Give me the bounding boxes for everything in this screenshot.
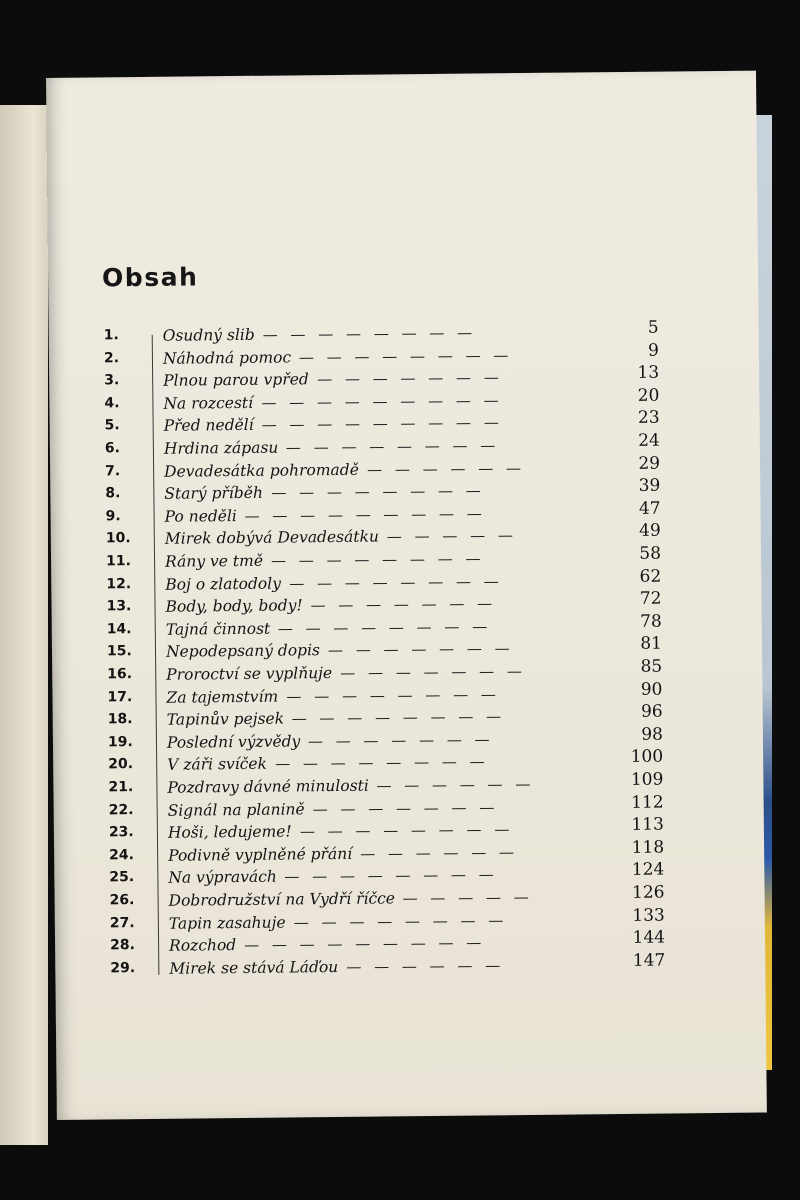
- chapter-number: 13.: [106, 598, 132, 615]
- chapter-number: 2.: [103, 349, 120, 367]
- chapter-title: Boj o zlatodoly: [165, 574, 282, 594]
- chapter-title: Starý příběh: [164, 483, 264, 503]
- dash-leader: — — — — — — — —: [275, 752, 489, 774]
- dash-leader: — — — — — —: [367, 458, 526, 479]
- chapter-title: V záři svíček: [167, 755, 268, 775]
- page-heading: Obsah: [101, 262, 199, 293]
- chapter-title: Před nedělí: [163, 416, 254, 436]
- chapter-title: Rozchod: [169, 936, 237, 955]
- chapter-title: Hoši, ledujeme!: [167, 822, 292, 842]
- chapter-number: 8.: [105, 485, 121, 502]
- page-number: 72: [639, 588, 662, 609]
- page-number: 13: [637, 362, 660, 384]
- page-number: 96: [640, 701, 663, 722]
- chapter-number: 19.: [107, 733, 133, 751]
- page-number: 90: [640, 679, 663, 700]
- page-number: 23: [637, 407, 660, 429]
- chapter-title: Tapinův pejsek: [166, 709, 285, 729]
- dash-leader: — — — — — —: [346, 956, 505, 976]
- dash-leader: — — — — — — — —: [271, 481, 485, 502]
- chapter-number: 20.: [108, 756, 134, 773]
- dash-leader: — — — — — — — —: [299, 820, 514, 841]
- chapter-title: Náhodná pomoc: [162, 348, 292, 368]
- dash-leader: — — — — —: [402, 887, 533, 908]
- chapter-title: Tapin zasahuje: [168, 913, 286, 933]
- chapter-number: 10.: [105, 530, 131, 547]
- chapter-number: 5.: [104, 417, 120, 434]
- page-number: 62: [639, 566, 662, 587]
- dash-leader: — — — — — —: [360, 842, 519, 863]
- dash-leader: — — — — — — — — —: [243, 933, 486, 955]
- dash-leader: — — — — — — — —: [277, 617, 492, 638]
- chapter-title: Proroctví se vyplňuje: [166, 664, 333, 684]
- dash-leader: — — — — — — —: [310, 594, 497, 615]
- dash-leader: — — — — — — — —: [270, 549, 485, 570]
- dash-leader: — — — — —: [386, 526, 517, 546]
- table-of-contents: [46, 71, 766, 1078]
- dash-leader: — — — — — — — — —: [244, 504, 486, 525]
- chapter-number: 24.: [109, 846, 135, 864]
- page-number: 118: [631, 837, 665, 858]
- page-number: 81: [640, 633, 663, 655]
- page-number: 98: [641, 724, 664, 745]
- chapter-number: 17.: [107, 688, 133, 705]
- dash-leader: — — — — — — — —: [285, 436, 500, 457]
- page-number: 49: [639, 520, 661, 542]
- dash-leader: — — — — — — — — —: [261, 413, 503, 435]
- chapter-title: Devadesátka pohromadě: [164, 460, 359, 481]
- dash-leader: — — — — — — —: [340, 662, 526, 682]
- page-number: 109: [630, 769, 664, 790]
- chapter-number: 26.: [109, 892, 135, 909]
- dash-leader: — — — — — — —: [317, 368, 503, 389]
- chapter-title: Tajná činnost: [165, 619, 271, 639]
- chapter-number: 27.: [109, 914, 135, 931]
- chapter-title: Dobrodružství na Vydří říčce: [168, 889, 396, 910]
- chapter-number: 6.: [104, 440, 121, 457]
- chapter-title: Poslední výzvědy: [166, 732, 301, 752]
- page-number: 29: [638, 453, 661, 474]
- page-number: 20: [637, 385, 660, 406]
- dash-leader: — — — — — — — —: [289, 571, 503, 593]
- page-number: 124: [631, 859, 665, 881]
- chapter-title: Body, body, body!: [165, 596, 303, 616]
- chapter-title: Podivně vyplněné přání: [168, 844, 353, 865]
- chapter-number: 25.: [109, 869, 135, 886]
- page-number: 133: [632, 905, 665, 926]
- page-number: 9: [647, 340, 659, 361]
- page-number: 85: [640, 656, 663, 677]
- dash-leader: — — — — — — — —: [293, 910, 508, 932]
- dash-leader: — — — — — —: [376, 774, 535, 795]
- page-number: 126: [632, 882, 665, 903]
- chapter-number: 3.: [104, 372, 120, 389]
- chapter-number: 12.: [106, 575, 132, 592]
- page-number: 144: [632, 927, 666, 949]
- chapter-number: 23.: [108, 824, 134, 841]
- dash-leader: — — — — — — —: [312, 797, 499, 818]
- page-number: 113: [631, 814, 664, 836]
- page-number: 58: [639, 543, 662, 564]
- dash-leader: — — — — — — — —: [284, 865, 498, 886]
- chapter-number: 14.: [106, 620, 132, 638]
- page-number: 78: [639, 611, 662, 632]
- page-number: 100: [630, 746, 664, 768]
- chapter-title: Rány ve tmě: [164, 551, 264, 571]
- chapter-title: Za tajemstvím: [166, 687, 279, 707]
- dash-leader: — — — — — — — —: [298, 345, 513, 366]
- chapter-title: Po neděli: [164, 506, 237, 526]
- chapter-number: 29.: [110, 959, 136, 977]
- chapter-number: 9.: [105, 508, 121, 525]
- page-number: 24: [638, 430, 660, 451]
- chapter-number: 16.: [107, 666, 133, 683]
- chapter-title: Pozdravy dávné minulosti: [167, 776, 369, 797]
- chapter-title: Plnou parou vpřed: [163, 370, 309, 390]
- chapter-number: 7.: [105, 462, 121, 479]
- left-page-edge: [0, 105, 48, 1145]
- chapter-number: 1.: [103, 327, 119, 344]
- chapter-title: Na rozcestí: [163, 393, 254, 413]
- chapter-number: 22.: [108, 801, 134, 818]
- chapter-number: 11.: [105, 553, 131, 570]
- page-number: 112: [631, 792, 664, 813]
- chapter-title: Nepodepsaný dopis: [165, 641, 321, 662]
- dash-leader: — — — — — — — — —: [261, 391, 503, 412]
- dash-leader: — — — — — — —: [307, 730, 494, 751]
- chapter-number: 15.: [106, 643, 132, 660]
- dash-leader: — — — — — — — —: [291, 707, 506, 728]
- page-number: 39: [638, 475, 661, 497]
- dash-leader: — — — — — — —: [327, 639, 514, 660]
- chapter-title: Mirek se stává Láďou: [169, 957, 339, 978]
- chapter-title: Mirek dobývá Devadesátku: [164, 527, 380, 549]
- chapter-number: 28.: [110, 937, 135, 954]
- chapter-title: Hrdina zápasu: [163, 438, 279, 458]
- dash-leader: — — — — — — — —: [286, 684, 500, 706]
- chapter-number: 21.: [108, 779, 134, 796]
- chapter-title: Signál na planině: [167, 799, 305, 820]
- page-number: 5: [647, 317, 659, 338]
- chapter-number: 4.: [104, 395, 120, 412]
- dash-leader: — — — — — — — —: [262, 323, 477, 344]
- chapter-title: Osudný slib: [162, 325, 255, 345]
- book-page: [46, 71, 767, 1120]
- page-number: 147: [632, 950, 666, 971]
- page-number: 47: [638, 498, 661, 519]
- chapter-number: 18.: [107, 711, 133, 728]
- chapter-title: Na výpravách: [168, 868, 277, 888]
